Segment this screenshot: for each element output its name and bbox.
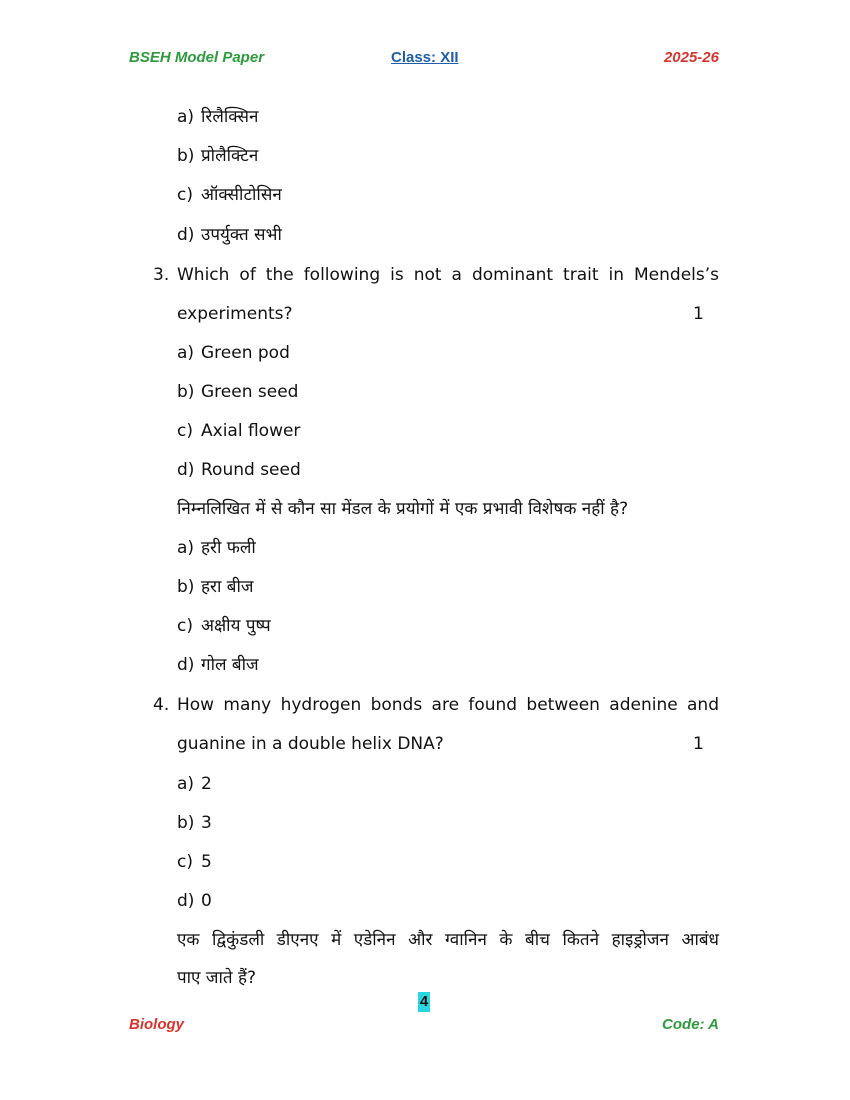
question-4-number: 4. xyxy=(153,695,170,715)
option-label: a) xyxy=(177,107,195,127)
option-label: c) xyxy=(177,185,193,205)
footer-subject: Biology xyxy=(129,1016,184,1033)
option-label: c) xyxy=(177,616,193,636)
header-paper-title: BSEH Model Paper xyxy=(129,49,265,66)
option-label: a) xyxy=(177,538,195,558)
option-text: 3 xyxy=(201,813,212,833)
question-4-hindi-text-line1: एक द्विकुंडली डीएनए में एडेनिन और ग्वानिन के बीच कितने हाइड्रोजन आबंध xyxy=(177,930,719,950)
option-text: ऑक्सीटोसिन xyxy=(201,185,282,205)
option-label: d) xyxy=(177,225,195,245)
option-text: Green seed xyxy=(201,382,299,402)
option-text: उपर्युक्त सभी xyxy=(201,225,282,245)
question-4-marks: 1 xyxy=(693,734,704,754)
question-4-text-line1: How many hydrogen bonds are found between adenine and xyxy=(177,695,719,715)
option-label: b) xyxy=(177,382,195,402)
option-label: c) xyxy=(177,421,193,441)
option-label: b) xyxy=(177,146,195,166)
question-3-number: 3. xyxy=(153,265,170,285)
option-label: a) xyxy=(177,343,195,363)
footer-code: Code: A xyxy=(662,1016,719,1033)
option-label: d) xyxy=(177,891,195,911)
option-text: अक्षीय पुष्प xyxy=(201,616,271,636)
header-class: Class: XII xyxy=(391,49,459,66)
question-3-text-line2: experiments? xyxy=(177,304,293,324)
option-text: 2 xyxy=(201,774,212,794)
option-text: गोल बीज xyxy=(201,655,259,675)
option-label: a) xyxy=(177,774,195,794)
option-text: हरी फली xyxy=(201,538,256,558)
option-text: 5 xyxy=(201,852,212,872)
option-text: रिलैक्सिन xyxy=(201,107,259,127)
question-4-text-line2: guanine in a double helix DNA? xyxy=(177,734,444,754)
option-text: 0 xyxy=(201,891,212,911)
option-text: Green pod xyxy=(201,343,290,363)
question-3-marks: 1 xyxy=(693,304,704,324)
question-3-hindi-text: निम्नलिखित में से कौन सा मेंडल के प्रयोगों में एक प्रभावी विशेषक नहीं है? xyxy=(177,499,629,519)
header-session: 2025-26 xyxy=(663,49,719,66)
option-label: b) xyxy=(177,577,195,597)
option-label: c) xyxy=(177,852,193,872)
option-text: Axial flower xyxy=(201,421,301,441)
option-label: d) xyxy=(177,460,195,480)
option-text: हरा बीज xyxy=(201,577,254,597)
option-label: b) xyxy=(177,813,195,833)
question-3-text-line1: Which of the following is not a dominant trait in Mendels’s xyxy=(177,265,719,285)
option-text: प्रोलैक्टिन xyxy=(201,146,259,166)
option-text: Round seed xyxy=(201,460,301,480)
question-4-hindi-text-line2: पाए जाते हैं? xyxy=(177,968,257,988)
option-label: d) xyxy=(177,655,195,675)
page-number: 4 xyxy=(419,993,429,1010)
